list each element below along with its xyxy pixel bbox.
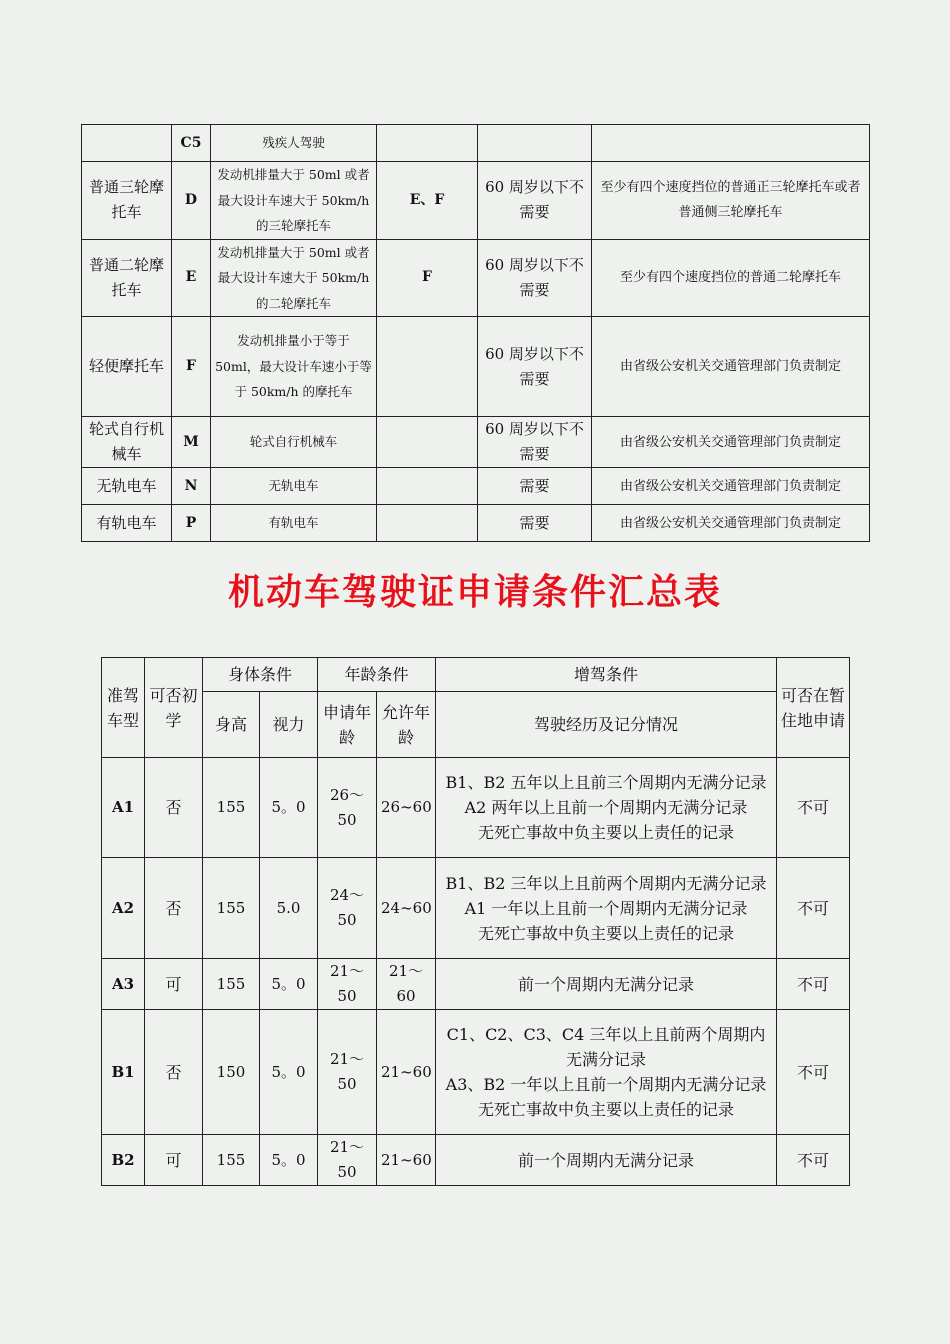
age-cell: 60 周岁以下不需要 xyxy=(478,417,592,468)
header-apply-age: 申请年龄 xyxy=(318,692,377,758)
header-extra: 增驾条件 xyxy=(436,658,777,692)
history-line: A3、B2 一年以上且前一个周期内无满分记录 xyxy=(445,1075,767,1094)
promotion-cell xyxy=(377,505,478,542)
header-vehicle: 准驾车型 xyxy=(102,658,145,758)
description-cell: 轮式自行机械车 xyxy=(211,417,377,468)
history-line: B1、B2 五年以上且前三个周期内无满分记录 xyxy=(445,773,767,792)
header-allow-age: 允许年龄 xyxy=(377,692,436,758)
learn-cell: 否 xyxy=(145,1010,203,1135)
history-line: C1、C2、C3、C4 三年以上且前两个周期内无满分记录 xyxy=(446,1025,766,1069)
age-cell: 60 周岁以下不需要 xyxy=(478,317,592,417)
table-row xyxy=(82,468,870,505)
promotion-cell: E、F xyxy=(377,162,478,240)
vehicle-type-cell: 轻便摩托车 xyxy=(82,317,172,417)
class-code-cell: M xyxy=(172,417,211,468)
description-cell: 残疾人驾驶 xyxy=(211,125,377,162)
history-cell xyxy=(436,858,777,959)
temp-cell: 不可 xyxy=(777,959,850,1010)
history-cell xyxy=(436,1135,777,1186)
temp-cell: 不可 xyxy=(777,858,850,959)
table-row xyxy=(82,239,870,317)
age-cell: 需要 xyxy=(478,468,592,505)
learn-cell: 可 xyxy=(145,959,203,1010)
history-line: B1、B2 三年以上且前两个周期内无满分记录 xyxy=(445,873,767,893)
apply-age-cell: 21～50 xyxy=(318,959,377,1010)
description-cell: 无轨电车 xyxy=(211,468,377,505)
header-history: 驾驶经历及记分情况 xyxy=(436,692,777,758)
apply-age-cell: 21～50 xyxy=(318,1135,377,1186)
table-row xyxy=(82,505,870,542)
condition-cell: 由省级公安机关交通管理部门负责制定 xyxy=(592,505,870,542)
history-line: A1 一年以上且前一个周期内无满分记录 xyxy=(464,898,748,918)
history-line: A2 两年以上且前一个周期内无满分记录 xyxy=(464,798,748,817)
history-line: 前一个周期内无满分记录 xyxy=(518,1150,695,1170)
condition-cell: 由省级公安机关交通管理部门负责制定 xyxy=(592,468,870,505)
condition-cell: 至少有四个速度挡位的普通正三轮摩托车或者普通侧三轮摩托车 xyxy=(592,162,870,240)
history-line: 无死亡事故中负主要以上责任的记录 xyxy=(478,1100,735,1119)
description-cell: 发动机排量大于 50ml 或者最大设计车速大于 50km/h 的二轮摩托车 xyxy=(211,239,377,317)
vision-cell: 5。0 xyxy=(260,959,318,1010)
temp-cell: 不可 xyxy=(777,758,850,858)
vehicle-type-cell: 有轨电车 xyxy=(82,505,172,542)
table-row xyxy=(82,125,870,162)
condition-cell xyxy=(592,125,870,162)
promotion-cell xyxy=(377,125,478,162)
learn-cell: 可 xyxy=(145,1135,203,1186)
apply-age-cell: 26～50 xyxy=(318,758,377,858)
allow-age-cell: 26~60 xyxy=(377,758,436,858)
table-row xyxy=(102,1135,850,1186)
description-cell: 发动机排量大于 50ml 或者最大设计车速大于 50km/h 的三轮摩托车 xyxy=(211,162,377,240)
learn-cell: 否 xyxy=(145,758,203,858)
class-code-cell: F xyxy=(172,317,211,417)
condition-cell: 由省级公安机关交通管理部门负责制定 xyxy=(592,317,870,417)
class-code-cell: P xyxy=(172,505,211,542)
table-row xyxy=(102,959,850,1010)
learn-cell: 否 xyxy=(145,858,203,959)
temp-cell: 不可 xyxy=(777,1135,850,1186)
promotion-cell xyxy=(377,468,478,505)
header-vision: 视力 xyxy=(260,692,318,758)
age-cell: 60 周岁以下不需要 xyxy=(478,239,592,317)
class-code-cell: E xyxy=(172,239,211,317)
page-title: 机动车驾驶证申请条件汇总表 xyxy=(227,571,722,613)
height-cell: 155 xyxy=(203,758,260,858)
height-cell: 155 xyxy=(203,858,260,959)
allow-age-cell: 21～60 xyxy=(377,959,436,1010)
height-cell: 155 xyxy=(203,1135,260,1186)
age-cell: 60 周岁以下不需要 xyxy=(478,162,592,240)
header-row xyxy=(102,658,850,692)
vision-cell: 5.0 xyxy=(260,858,318,959)
vehicle-type-cell: 普通三轮摩托车 xyxy=(82,162,172,240)
header-height: 身高 xyxy=(203,692,260,758)
description-cell: 发动机排量小于等于 50ml，最大设计车速小于等于 50km/h 的摩托车 xyxy=(211,317,377,417)
header-temp: 可否在暂住地申请 xyxy=(777,658,850,758)
vehicle-type-cell: 普通二轮摩托车 xyxy=(82,239,172,317)
vision-cell: 5。0 xyxy=(260,1010,318,1135)
table-row xyxy=(102,1010,850,1135)
allow-age-cell: 21~60 xyxy=(377,1010,436,1135)
header-learn: 可否初学 xyxy=(145,658,203,758)
class-code-cell: C5 xyxy=(172,125,211,162)
vision-cell: 5。0 xyxy=(260,758,318,858)
header-body: 身体条件 xyxy=(203,658,318,692)
table-row xyxy=(82,162,870,240)
condition-cell: 至少有四个速度挡位的普通二轮摩托车 xyxy=(592,239,870,317)
history-cell xyxy=(436,758,777,858)
age-cell xyxy=(478,125,592,162)
vision-cell: 5。0 xyxy=(260,1135,318,1186)
history-cell xyxy=(436,1010,777,1135)
table-row xyxy=(102,858,850,959)
history-line: 前一个周期内无满分记录 xyxy=(518,974,695,994)
class-code-cell: A1 xyxy=(102,758,145,858)
condition-cell: 由省级公安机关交通管理部门负责制定 xyxy=(592,417,870,468)
allow-age-cell: 21~60 xyxy=(377,1135,436,1186)
vehicle-type-cell: 轮式自行机械车 xyxy=(82,417,172,468)
vehicle-type-cell xyxy=(82,125,172,162)
license-class-table xyxy=(81,124,870,542)
promotion-cell xyxy=(377,317,478,417)
description-cell: 有轨电车 xyxy=(211,505,377,542)
class-code-cell: A3 xyxy=(102,959,145,1010)
apply-age-cell: 21～50 xyxy=(318,1010,377,1135)
table-row xyxy=(82,417,870,468)
height-cell: 155 xyxy=(203,959,260,1010)
apply-age-cell: 24～50 xyxy=(318,858,377,959)
table-row xyxy=(102,758,850,858)
class-code-cell: N xyxy=(172,468,211,505)
vehicle-type-cell: 无轨电车 xyxy=(82,468,172,505)
age-cell: 需要 xyxy=(478,505,592,542)
history-line: 无死亡事故中负主要以上责任的记录 xyxy=(478,823,735,842)
temp-cell: 不可 xyxy=(777,1010,850,1135)
promotion-cell xyxy=(377,417,478,468)
application-conditions-table xyxy=(101,657,850,1186)
history-line: 无死亡事故中负主要以上责任的记录 xyxy=(478,923,735,943)
class-code-cell: B2 xyxy=(102,1135,145,1186)
table-row xyxy=(82,317,870,417)
class-code-cell: D xyxy=(172,162,211,240)
class-code-cell: A2 xyxy=(102,858,145,959)
header-age: 年龄条件 xyxy=(318,658,436,692)
class-code-cell: B1 xyxy=(102,1010,145,1135)
history-cell xyxy=(436,959,777,1010)
promotion-cell: F xyxy=(377,239,478,317)
allow-age-cell: 24~60 xyxy=(377,858,436,959)
height-cell: 150 xyxy=(203,1010,260,1135)
header-row xyxy=(102,692,850,758)
